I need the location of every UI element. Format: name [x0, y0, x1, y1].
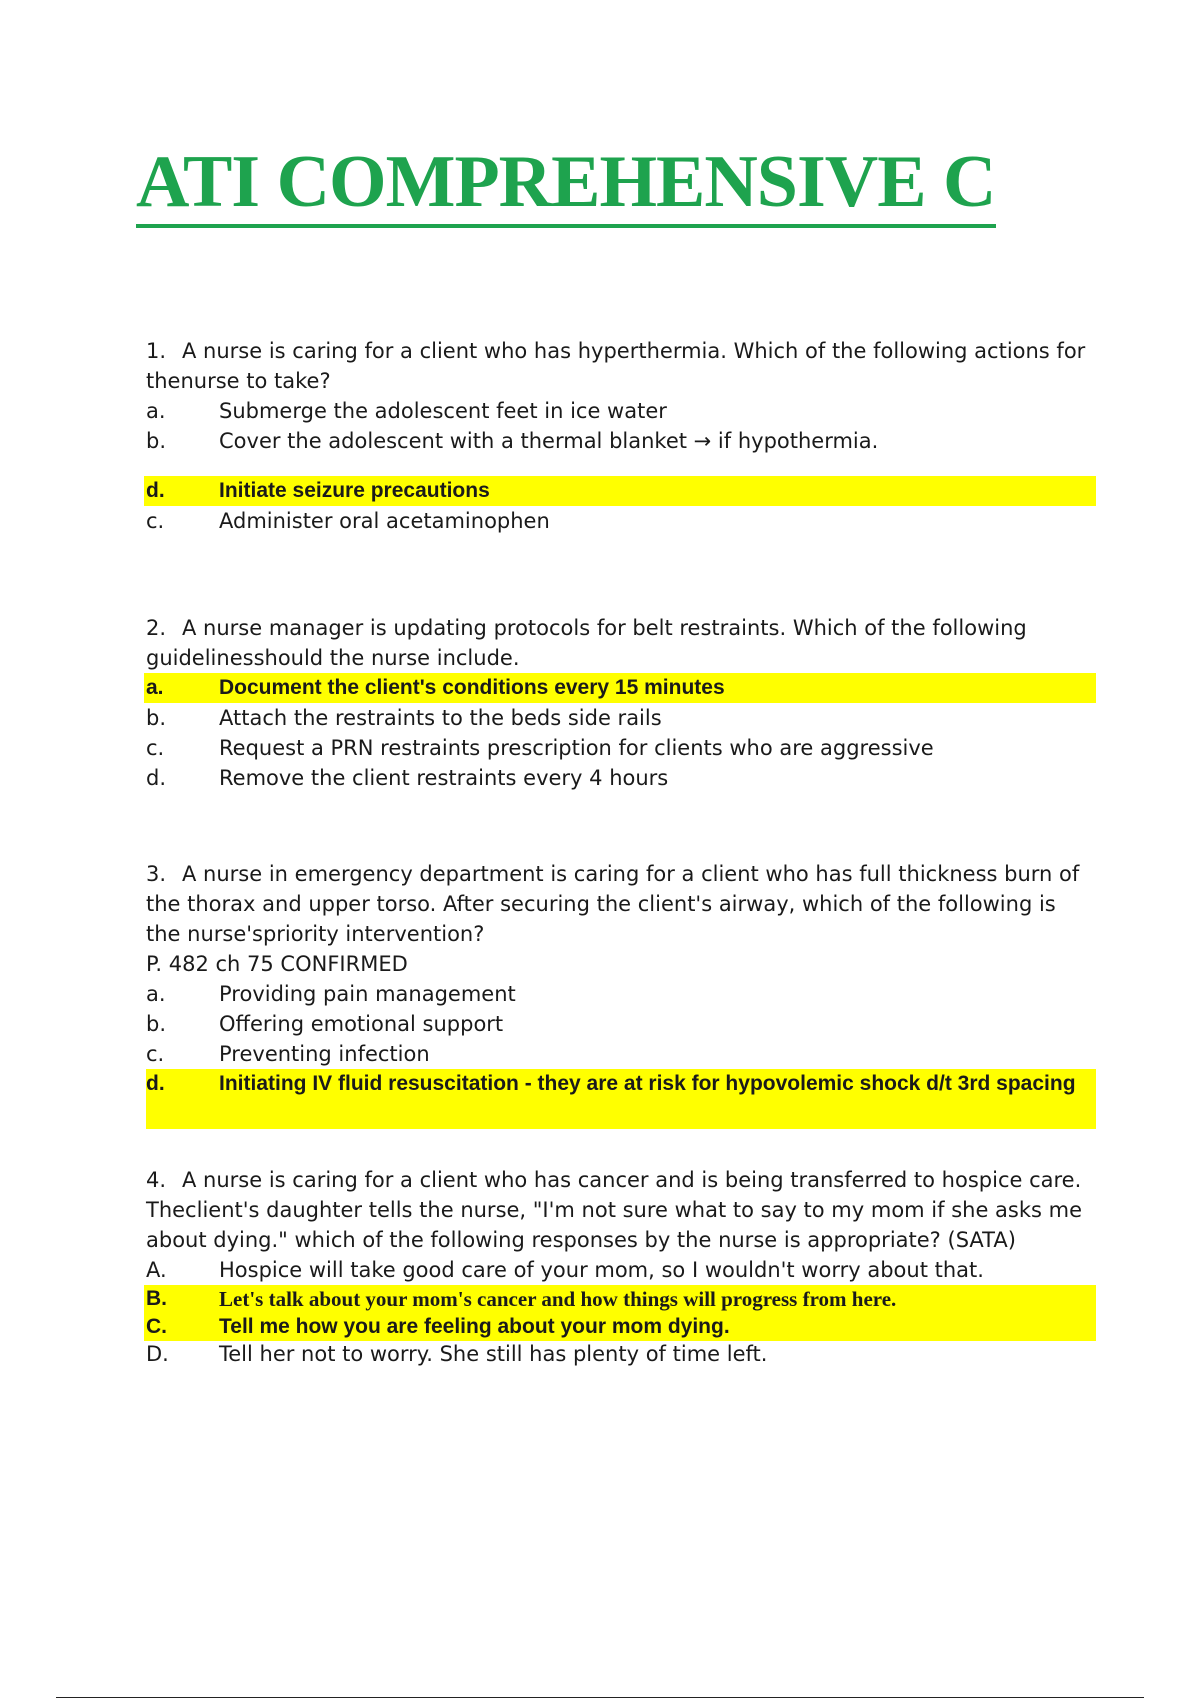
option-a: A. Hospice will take good care of your mom, so I wouldn't worry about that.: [146, 1258, 984, 1282]
question-3: [146, 859, 1096, 1129]
rationale-note: - they are at risk for hypovolemic shock d/t 3rd spacing: [518, 1072, 1076, 1095]
option-a: a. Submerge the adolescent feet in ice water: [146, 399, 667, 423]
option-d: d. Remove the client restraints every 4 hours: [146, 766, 669, 790]
question-number: 1.: [146, 339, 167, 363]
question-number: 3.: [146, 862, 167, 886]
option-b-correct: B. Let's talk about your mom's cancer and how things will progress from here.: [144, 1285, 1096, 1313]
option-d: D. Tell her not to worry. She still has plenty of time left.: [146, 1342, 768, 1366]
option-b: b. Attach the restraints to the beds side rails: [146, 706, 662, 730]
question-stem: 2. A nurse manager is updating protocols for belt restraints. Which of the following guidelinesshould the nurse include.: [146, 613, 1096, 673]
page-title: ATI COMPREHENSIVE C: [136, 140, 996, 228]
question-stem: 3. A nurse in emergency department is caring for a client who has full thickness burn of the thorax and upper torso. After securing the client's airway, which of the following is the nurse'spriority intervention?: [146, 859, 1096, 949]
option-b: b. Cover the adolescent with a thermal blanket → if hypothermia.: [146, 429, 879, 453]
question-stem: 4. A nurse is caring for a client who has cancer and is being transferred to hospice care. Theclient's daughter tells the nurse, "I'm not sure what to say to my mom if she asks me about dying." which of the following responses by the nurse is appropriate? (SATA): [146, 1165, 1096, 1255]
option-c: c. Request a PRN restraints prescription for clients who are aggressive: [146, 736, 934, 760]
option-c: c. Preventing infection: [146, 1042, 430, 1066]
question-1: [146, 336, 1096, 536]
option-a: a. Providing pain management: [146, 982, 516, 1006]
question-number: 4.: [146, 1168, 167, 1192]
reference-note: P. 482 ch 75 CONFIRMED: [146, 952, 408, 976]
option-c-correct: C. Tell me how you are feeling about your mom dying.: [144, 1313, 1096, 1341]
option-b: b. Offering emotional support: [146, 1012, 504, 1036]
option-c: c. Administer oral acetaminophen: [146, 509, 550, 533]
question-number: 2.: [146, 616, 167, 640]
question-2: [146, 613, 1096, 793]
footer-divider: [56, 1697, 1144, 1698]
question-stem: 1. A nurse is caring for a client who has hyperthermia. Which of the following actions for thenurse to take?: [146, 336, 1096, 396]
option-d-correct: d. Initiating IV fluid resuscitation - they are at risk for hypovolemic shock d/t 3rd spacing: [146, 1069, 1096, 1129]
option-d-correct: d. Initiate seizure precautions: [144, 476, 1096, 506]
question-4: [146, 1165, 1096, 1367]
option-a-correct: a. Document the client's conditions every 15 minutes: [144, 673, 1096, 703]
